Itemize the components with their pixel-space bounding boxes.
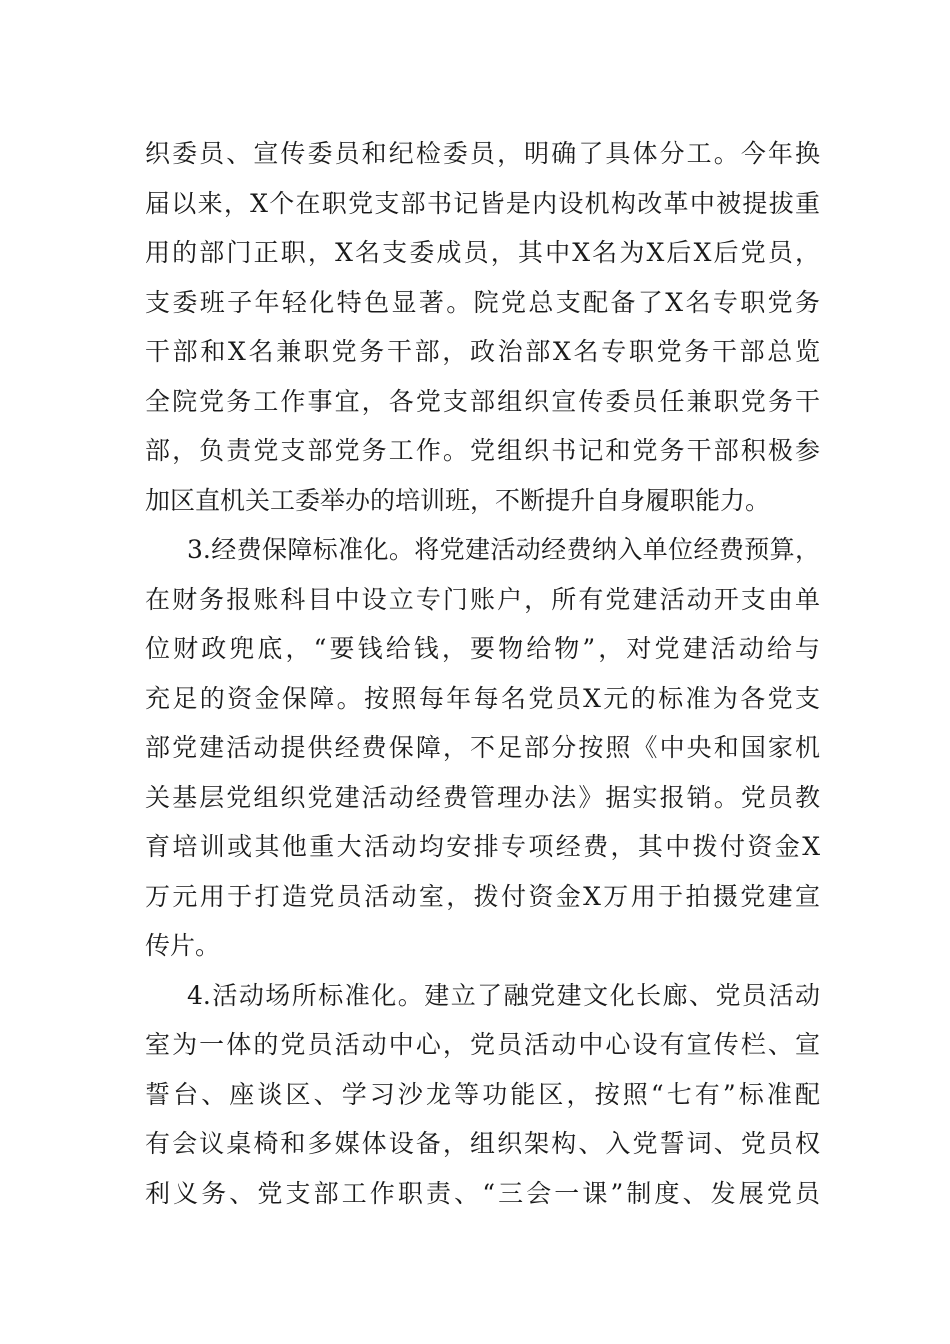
- text-line: 育培训或其他重大活动均安排专项经费，其中拨付资金X: [145, 832, 820, 861]
- text-line: 织委员、宣传委员和纪检委员，明确了具体分工。今年换: [145, 139, 820, 168]
- document-body: [145, 129, 820, 1218]
- text-line: 支委班子年轻化特色显著。院党总支配备了X名专职党务: [145, 287, 820, 317]
- text-line: 关基层党组织党建活动经费管理办法》据实报销。党员教: [145, 782, 820, 812]
- text-line: 誓台、座谈区、学习沙龙等功能区，按照“七有”标准配: [145, 1079, 820, 1109]
- text-line: 3.经费保障标准化。将党建活动经费纳入单位经费预算，: [187, 535, 820, 564]
- text-line: 在财务报账科目中设立专门账户，所有党建活动开支由单: [145, 584, 820, 614]
- text-line: 部党建活动提供经费保障，不足部分按照《中央和国家机: [145, 733, 820, 762]
- paragraph-3: [145, 971, 820, 1219]
- text-line: 部，负责党支部党务工作。党组织书记和党务干部积极参: [145, 436, 820, 465]
- text-line: 充足的资金保障。按照每年每名党员X元的标准为各党支: [145, 683, 820, 713]
- text-line: 届以来，X个在职党支部书记皆是内设机构改革中被提拔重: [145, 188, 820, 218]
- paragraph-1: [145, 129, 820, 525]
- text-line: 有会议桌椅和多媒体设备，组织架构、入党誓词、党员权: [145, 1129, 820, 1158]
- text-line: 万元用于打造党员活动室，拨付资金X万用于拍摄党建宣: [145, 881, 820, 911]
- text-line: 传片。: [145, 931, 221, 960]
- text-line: 用的部门正职，X名支委成员，其中X名为X后X后党员，: [145, 238, 820, 267]
- text-line: 4.活动场所标准化。建立了融党建文化长廊、党员活动: [187, 980, 820, 1010]
- text-line: 位财政兜底，“要钱给钱，要物给物”，对党建活动给与: [145, 634, 820, 663]
- text-line: 室为一体的党员活动中心，党员活动中心设有宣传栏、宣: [145, 1030, 820, 1059]
- text-line: 加区直机关工委举办的培训班，不断提升自身履职能力。: [145, 485, 771, 515]
- text-line: 干部和X名兼职党务干部，政治部X名专职党务干部总览: [145, 337, 820, 366]
- text-line: 全院党务工作事宜，各党支部组织宣传委员任兼职党务干: [145, 386, 820, 416]
- text-line: 利义务、党支部工作职责、“三会一课”制度、发展党员: [145, 1178, 820, 1208]
- paragraph-2: [145, 525, 820, 971]
